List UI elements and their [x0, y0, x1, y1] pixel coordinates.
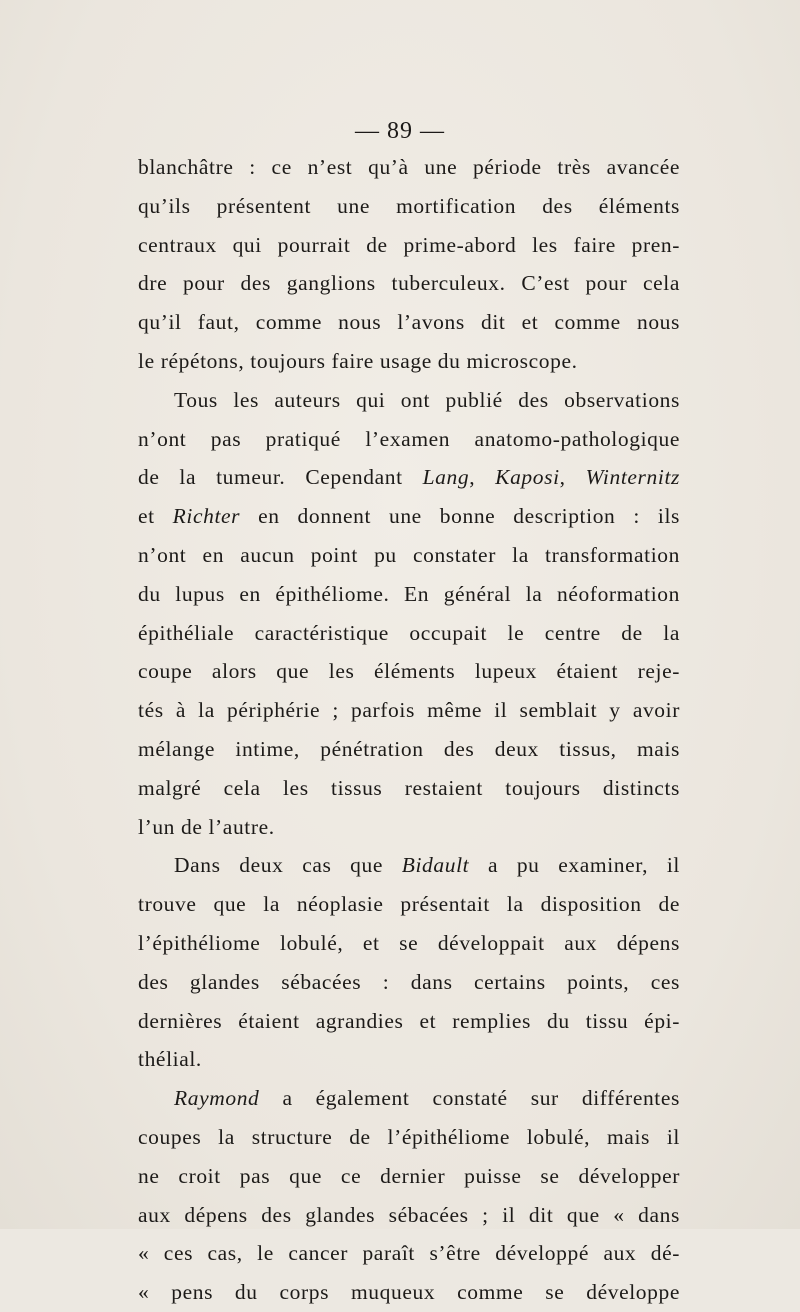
text-line — [138, 730, 680, 769]
text-segment: du lupus en épithéliome. En général la néoformation — [138, 581, 680, 606]
text-segment: épithéliale caractéristique occupait le centre de la — [138, 620, 680, 645]
text-line — [138, 264, 680, 303]
text-segment: , — [559, 465, 586, 490]
text-segment: et — [138, 504, 173, 529]
page-number: — 89 — — [355, 118, 445, 144]
text-segment: « pens du corps muqueux comme se développe — [138, 1280, 680, 1305]
text-segment: des glandes sébacées : dans certains points, ces — [138, 969, 680, 994]
text-line — [138, 963, 680, 1002]
text-line — [138, 769, 680, 808]
text-line — [138, 885, 680, 924]
author-name: Raymond — [174, 1086, 260, 1111]
text-segment: Dans deux cas que — [174, 853, 402, 878]
text-segment: le répétons, toujours faire usage du microscope. — [138, 348, 578, 373]
text-line — [138, 497, 680, 536]
text-segment: ne croit pas que ce dernier puisse se développer — [138, 1163, 680, 1188]
text-line — [138, 187, 680, 226]
text-line — [138, 1273, 680, 1312]
text-line — [138, 1157, 680, 1196]
text-line — [138, 846, 680, 885]
text-segment: qu’ils présentent une mortification des éléments — [138, 193, 680, 218]
author-name: Bidault — [401, 853, 470, 878]
body-text — [138, 148, 680, 1312]
text-line — [138, 1234, 680, 1273]
text-line — [138, 148, 680, 187]
text-line — [138, 614, 680, 653]
text-segment: « ces cas, le cancer paraît s’être développé aux dé- — [138, 1241, 680, 1266]
text-line — [138, 575, 680, 614]
text-segment: centraux qui pourrait de prime-abord les faire pren- — [138, 232, 680, 257]
text-line — [138, 226, 680, 265]
text-segment: blanchâtre : ce n’est qu’à une période très avancée — [138, 155, 680, 179]
text-segment: thélial. — [138, 1047, 202, 1072]
text-segment: malgré cela les tissus restaient toujours distincts — [138, 775, 680, 800]
text-segment: a pu examiner, il — [469, 853, 680, 878]
text-segment: Tous les auteurs qui ont publié des observations — [174, 387, 680, 412]
text-segment: tés à la périphérie ; parfois même il semblait y avoir — [138, 698, 680, 723]
text-segment: dernières étaient agrandies et remplies du tissu épi- — [138, 1008, 680, 1033]
text-segment: l’un de l’autre. — [138, 814, 275, 839]
author-name: Richter — [172, 504, 241, 529]
text-line — [138, 924, 680, 963]
text-segment: coupes la structure de l’épithéliome lobulé, mais il — [138, 1124, 680, 1149]
text-line — [138, 808, 680, 847]
text-segment: l’épithéliome lobulé, et se développait aux dépens — [138, 930, 680, 955]
text-segment: trouve que la néoplasie présentait la disposition de — [138, 892, 680, 917]
text-line — [138, 1040, 680, 1079]
text-line — [138, 420, 680, 459]
text-segment: en donnent une bonne description : ils — [240, 504, 680, 529]
text-segment: dre pour des ganglions tuberculeux. C’est pour cela — [138, 271, 680, 296]
text-line — [138, 652, 680, 691]
text-line — [138, 458, 680, 497]
text-line — [138, 1196, 680, 1235]
author-name: Lang — [422, 465, 470, 490]
text-segment: de la tumeur. Cependant — [138, 465, 423, 490]
text-line — [138, 1118, 680, 1157]
text-segment: n’ont pas pratiqué l’examen anatomo-pathologique — [138, 426, 680, 451]
text-segment: a également constaté sur différentes — [259, 1086, 680, 1111]
author-name: Winternitz — [585, 465, 680, 490]
text-line — [138, 342, 680, 381]
text-line — [138, 381, 680, 420]
text-line — [138, 1002, 680, 1041]
text-segment: n’ont en aucun point pu constater la transformation — [138, 542, 680, 567]
text-line — [138, 303, 680, 342]
text-line — [138, 536, 680, 575]
text-line — [138, 691, 680, 730]
text-segment: coupe alors que les éléments lupeux étaient reje- — [138, 659, 680, 684]
text-segment: aux dépens des glandes sébacées ; il dit que « dans — [138, 1202, 680, 1227]
text-segment: qu’il faut, comme nous l’avons dit et comme nous — [138, 310, 680, 335]
author-name: Kaposi — [495, 465, 560, 490]
text-segment: mélange intime, pénétration des deux tissus, mais — [138, 736, 680, 761]
text-segment: , — [469, 465, 496, 490]
text-line — [138, 1079, 680, 1118]
